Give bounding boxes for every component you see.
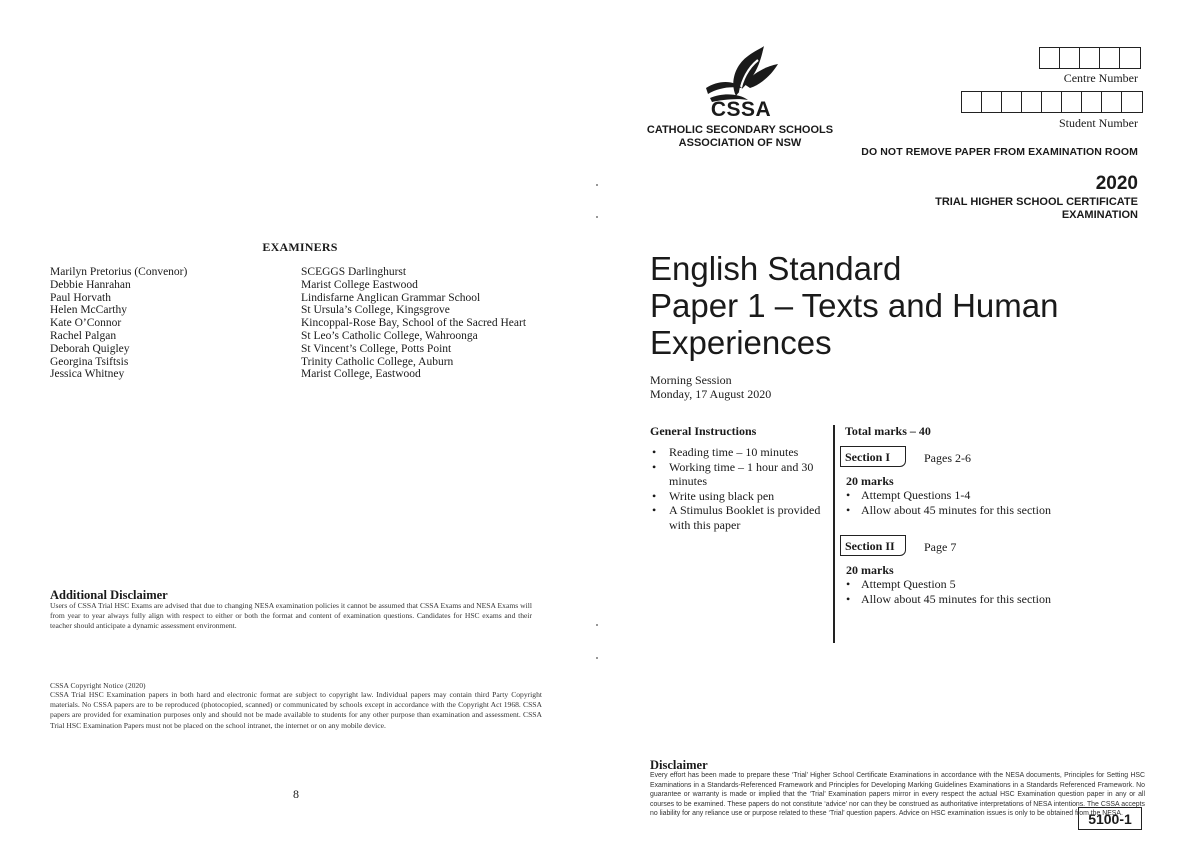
examiner-school: Kincoppal-Rose Bay, School of the Sacred Heart <box>301 317 527 330</box>
student-number-boxes[interactable] <box>961 91 1143 113</box>
org-name-line: ASSOCIATION OF NSW <box>678 137 802 149</box>
digit-box[interactable] <box>1080 48 1100 68</box>
general-instructions-list <box>650 445 828 532</box>
digit-box[interactable] <box>1060 48 1080 68</box>
section-instruction-item: • Attempt Question 5 <box>846 577 1051 592</box>
additional-disclaimer-heading: Additional Disclaimer <box>50 588 168 602</box>
examiner-name: Paul Horvath <box>50 291 112 304</box>
paper-subtitle-continued: Experiences <box>650 324 832 361</box>
scan-speck <box>596 624 598 626</box>
org-name-line: CATHOLIC SECONDARY SCHOOLS <box>646 124 834 136</box>
centre-number-boxes[interactable] <box>1039 47 1141 69</box>
org-name <box>640 124 840 150</box>
section-instruction-item: • Attempt Questions 1-4 <box>846 488 1051 503</box>
examiner-name: Jessica Whitney <box>50 368 125 381</box>
digit-box[interactable] <box>1100 48 1120 68</box>
examiner-name: Kate O’Connor <box>50 317 122 330</box>
section-1-label: Section I <box>840 446 906 467</box>
instruction-item: • Reading time – 10 minutes <box>650 445 828 460</box>
examiner-names-column <box>50 266 187 381</box>
examiner-school: Trinity Catholic College, Auburn <box>301 355 454 368</box>
exam-type-line: TRIAL HIGHER SCHOOL CERTIFICATE <box>935 196 1138 208</box>
do-not-remove-notice: DO NOT REMOVE PAPER FROM EXAMINATION ROOM <box>861 146 1138 158</box>
page-number: 8 <box>293 787 299 801</box>
copyright-text: CSSA Trial HSC Examination papers in both hard and electronic format are subject to copyright law. Individual papers may contain third Party Copyright materials. No CSSA papers are to be reproduced (photocopied, scanned) or communicated by schools except in accordance with the Copyright Act 1968. CSSA papers are provided for examination purposes only and should not be made available to students for any other purpose than examination and assessment. CSSA Trial HSC Examination Papers must not be placed on the school intranet, the internet or on any mobile device. <box>50 690 542 730</box>
scan-speck <box>596 216 598 218</box>
digit-box[interactable] <box>982 92 1002 112</box>
digit-box[interactable] <box>1102 92 1122 112</box>
section-2-label: Section II <box>840 535 906 556</box>
examiners-heading: EXAMINERS <box>262 240 338 254</box>
paper-subtitle: Paper 1 – Texts and Human <box>650 287 1059 324</box>
section-1-instructions <box>846 488 1051 517</box>
digit-box[interactable] <box>1022 92 1042 112</box>
exam-year: 2020 <box>1095 173 1138 194</box>
session-date: Monday, 17 August 2020 <box>650 387 772 401</box>
digit-box[interactable] <box>1122 92 1142 112</box>
paper-title: English Standard <box>650 250 902 287</box>
examiner-name: Helen McCarthy <box>50 304 127 317</box>
disclaimer-heading: Disclaimer <box>650 758 708 772</box>
session-name: Morning Session <box>650 373 732 387</box>
section-2-marks: 20 marks <box>846 563 894 577</box>
examiner-school: SCEGGS Darlinghurst <box>301 266 407 278</box>
examiner-name: Marilyn Pretorius (Convenor) <box>50 266 188 278</box>
section-1-marks: 20 marks <box>846 474 894 488</box>
examiner-school: St Vincent’s College, Potts Point <box>301 342 452 355</box>
section-2-pages: Page 7 <box>924 540 957 554</box>
additional-disclaimer-text: Users of CSSA Trial HSC Exams are advised that due to changing NESA examination policies it cannot be assumed that CSSA Exams and NESA Exams will from year to year always fully align with respect to either or both the format and content of examination questions. Candidates for HSC exams and their teacher should anticipate a dynamic assessment environment. <box>50 601 532 631</box>
digit-box[interactable] <box>1040 48 1060 68</box>
scan-speck <box>596 184 598 186</box>
instruction-item: • Write using black pen <box>650 489 828 504</box>
cssa-leaf-logo-icon <box>700 44 782 104</box>
paper-code: 5100-1 <box>1078 807 1142 830</box>
examiner-name: Rachel Palgan <box>50 329 117 342</box>
instruction-item: • Working time – 1 hour and 30 minutes <box>650 460 828 489</box>
instruction-item: • A Stimulus Booklet is provided with this paper <box>650 503 828 532</box>
digit-box[interactable] <box>1120 48 1140 68</box>
digit-box[interactable] <box>1002 92 1022 112</box>
examiner-school: Lindisfarne Anglican Grammar School <box>301 291 481 304</box>
exam-type <box>838 196 1138 222</box>
examiner-name: Deborah Quigley <box>50 342 130 355</box>
centre-number-label: Centre Number <box>1063 71 1138 85</box>
digit-box[interactable] <box>1082 92 1102 112</box>
section-instruction-item: • Allow about 45 minutes for this section <box>846 592 1051 607</box>
scan-speck <box>596 657 598 659</box>
examiner-schools-column <box>301 266 526 381</box>
section-2-instructions <box>846 577 1051 606</box>
examiner-school: St Leo’s Catholic College, Wahroonga <box>301 329 478 342</box>
session-info <box>650 373 771 401</box>
section-instruction-item: • Allow about 45 minutes for this section <box>846 503 1051 518</box>
student-number-label: Student Number <box>1059 116 1138 130</box>
org-abbreviation: CSSA <box>710 98 772 121</box>
section-1-pages: Pages 2-6 <box>924 451 971 465</box>
disclaimer-text: Every effort has been made to prepare these ‘Trial’ Higher School Certificate Examinations in accordance with the NESA documents, Principles for Setting HSC Examinations in a Standards-Referenced Framework and Principles for Developing Marking Guidelines Examinations in a Standards Referenced Framework. No guarantee or warranty is made or implied that the ‘Trial’ Examination papers mirror in every respect the actual HSC Examination question paper in any or all courses to be examined. These papers do not constitute ‘advice’ nor can they be construed as authoritative interpretations of NESA intentions. The CSSA accepts no liability for any reliance use or purpose related to these ‘Trial’ question papers. Advice on HSC examination issues is only to be obtained from the NESA. <box>650 772 1145 817</box>
digit-box[interactable] <box>962 92 982 112</box>
digit-box[interactable] <box>1062 92 1082 112</box>
digit-box[interactable] <box>1042 92 1062 112</box>
examiner-school: Marist College, Eastwood <box>301 368 421 381</box>
examiner-name: Debbie Hanrahan <box>50 278 131 291</box>
column-divider <box>833 425 835 643</box>
examiner-name: Georgina Tsiftsis <box>50 355 129 368</box>
examiner-school: Marist College Eastwood <box>301 278 418 291</box>
general-instructions-heading: General Instructions <box>650 424 757 438</box>
total-marks: Total marks – 40 <box>845 424 931 438</box>
copyright-heading: CSSA Copyright Notice (2020) <box>50 681 146 690</box>
exam-type-line: EXAMINATION <box>1061 209 1138 221</box>
examiner-school: St Ursula’s College, Kingsgrove <box>301 304 450 317</box>
